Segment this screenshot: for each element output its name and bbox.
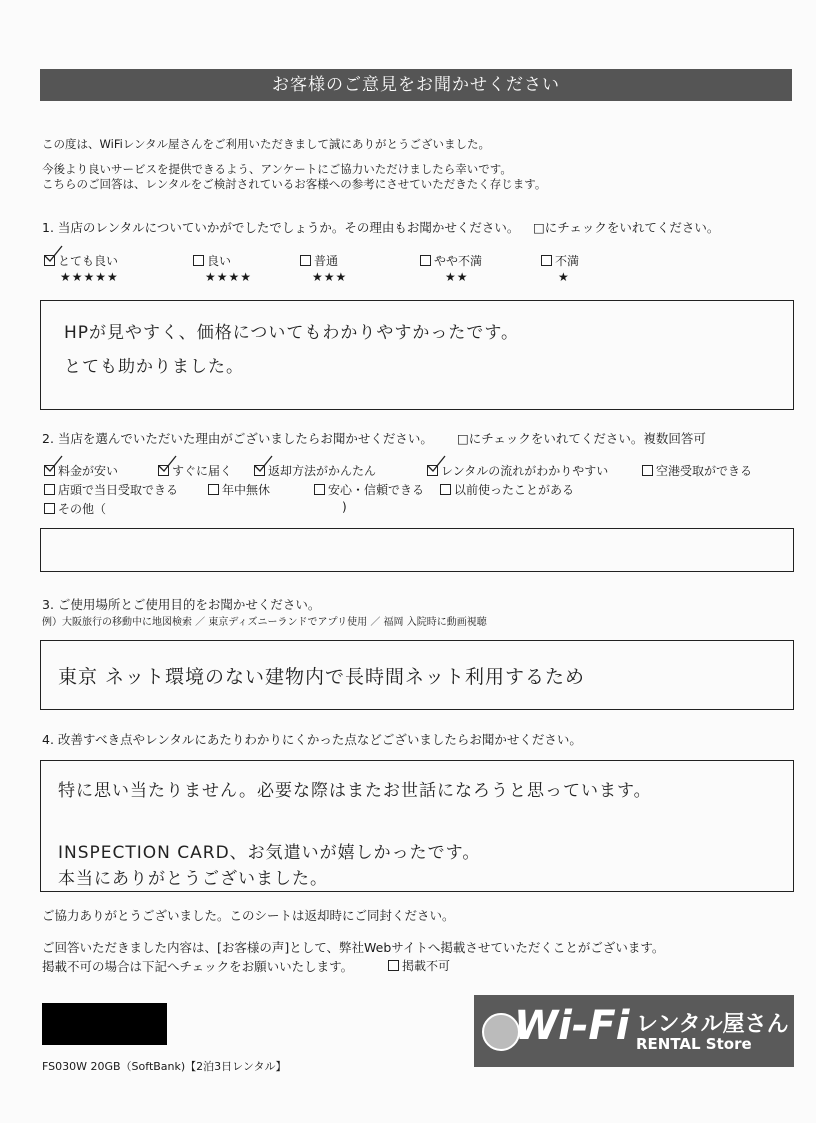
q2-option-fast-delivery[interactable]: すぐに届く [158,462,232,479]
q2-answer-box[interactable] [40,528,794,572]
q1-answer-line-1: HPが見やすく、価格についてもわかりやすかったです。 [64,323,519,343]
checkbox[interactable] [541,255,552,266]
footer-notice: ご回答いただきました内容は、[お客様の声]として、弊社Webサイトへ掲載させていただくことがございます。 [42,940,665,955]
q1-stars-1: ★ [558,270,570,284]
q4-answer-line-3: 本当にありがとうございました。 [58,869,328,889]
logo-jp-text: レンタル屋さん [636,1012,789,1037]
product-info: FS030W 20GB（SoftBank)【2泊3日レンタル】 [42,1060,287,1073]
q2-option-same-day-store[interactable]: 店頭で当日受取できる [44,481,178,498]
q1-question: 1. 当店のレンタルについていかがでしたでしょうか。その理由もお聞かせください。 [42,220,520,235]
footer-optout: 掲載不可の場合は下記へチェックをお願いいたします。 [42,959,354,974]
checkmark-icon [425,455,447,473]
q1-option-good[interactable]: 良い [193,252,231,269]
brand-logo [474,995,794,1067]
footer-thanks: ご協力ありがとうございました。このシートは返却時にご同封ください。 [42,908,455,923]
checkbox[interactable] [193,255,204,266]
checkbox[interactable] [642,465,653,476]
checkmark-icon [156,455,178,473]
q2-option-other[interactable]: その他（ [44,500,106,517]
q1-option-very-good[interactable]: とても良い [44,252,118,269]
q1-option-average[interactable]: 普通 [300,252,338,269]
q4-question: 4. 改善すべき点やレンタルにあたりわかりにくかった点などございましたらお聞かせください。 [42,732,582,747]
logo-wifi-text: Wi-Fi [514,1003,630,1049]
q2-question: 2. 当店を選んでいただいた理由がございましたらお聞かせください。 [42,431,433,446]
q1-instruction: □にチェックをいれてください。 [533,220,720,235]
q2-other-close-paren: ) [342,500,347,514]
q1-option-somewhat-dissatisfied[interactable]: やや不満 [420,252,482,269]
q2-option-cheap[interactable]: 料金が安い [44,462,118,479]
q1-option-dissatisfied[interactable]: 不満 [541,252,579,269]
q3-example: 例）大阪旅行の移動中に地図検索 ／ 東京ディズニーランドでアプリ使用 ／ 福岡 入院時に動画視聴 [42,617,487,628]
logo-en-text: RENTAL Store [636,1035,752,1053]
q3-answer: 東京 ネット環境のない建物内で長時間ネット利用するため [58,666,586,688]
checkbox[interactable] [300,255,311,266]
checkbox[interactable] [44,503,55,514]
q2-option-trustworthy[interactable]: 安心・信頼できる [314,481,424,498]
intro-line-3: こちらのご回答は、レンタルをご検討されているお客様への参考にさせていただきたく存じます。 [42,177,547,191]
q3-question: 3. ご使用場所とご使用目的をお聞かせください。 [42,597,321,612]
checkbox[interactable] [314,484,325,495]
checkbox[interactable] [44,484,55,495]
q2-option-used-before[interactable]: 以前使ったことがある [440,481,574,498]
q1-stars-5: ★★★★★ [60,270,119,284]
q2-option-clear-flow[interactable]: レンタルの流れがわかりやすい [427,462,608,479]
redacted-block [42,1003,167,1045]
checkbox[interactable] [388,960,399,971]
q2-option-airport-pickup[interactable]: 空港受取ができる [642,462,752,479]
q2-instruction: □にチェックをいれてください。複数回答可 [457,431,706,446]
page-title: お客様のご意見をお聞かせください [40,69,792,101]
optout-checkbox-option[interactable]: 掲載不可 [388,957,450,974]
q2-option-easy-return[interactable]: 返却方法がかんたん [254,462,376,479]
checkmark-icon [252,455,274,473]
checkbox[interactable] [208,484,219,495]
q4-answer-line-1: 特に思い当たりません。必要な際はまたお世話になろうと思っています。 [58,781,652,801]
checkmark-icon [42,455,64,473]
checkbox[interactable] [440,484,451,495]
intro-line-1: この度は、WiFiレンタル屋さんをご利用いただきまして誠にありがとうございました。 [42,137,491,151]
checkbox[interactable] [420,255,431,266]
q2-option-open-all-year[interactable]: 年中無休 [208,481,270,498]
q1-stars-2: ★★ [445,270,469,284]
q1-stars-4: ★★★★ [205,270,253,284]
checkmark-icon [42,245,64,263]
q4-answer-line-2: INSPECTION CARD、お気遣いが嬉しかったです。 [58,843,481,863]
intro-line-2: 今後より良いサービスを提供できるよう、アンケートにご協力いただけましたら幸いです。 [42,162,512,176]
q1-stars-3: ★★★ [312,270,348,284]
q1-answer-line-2: とても助かりました。 [64,357,244,377]
